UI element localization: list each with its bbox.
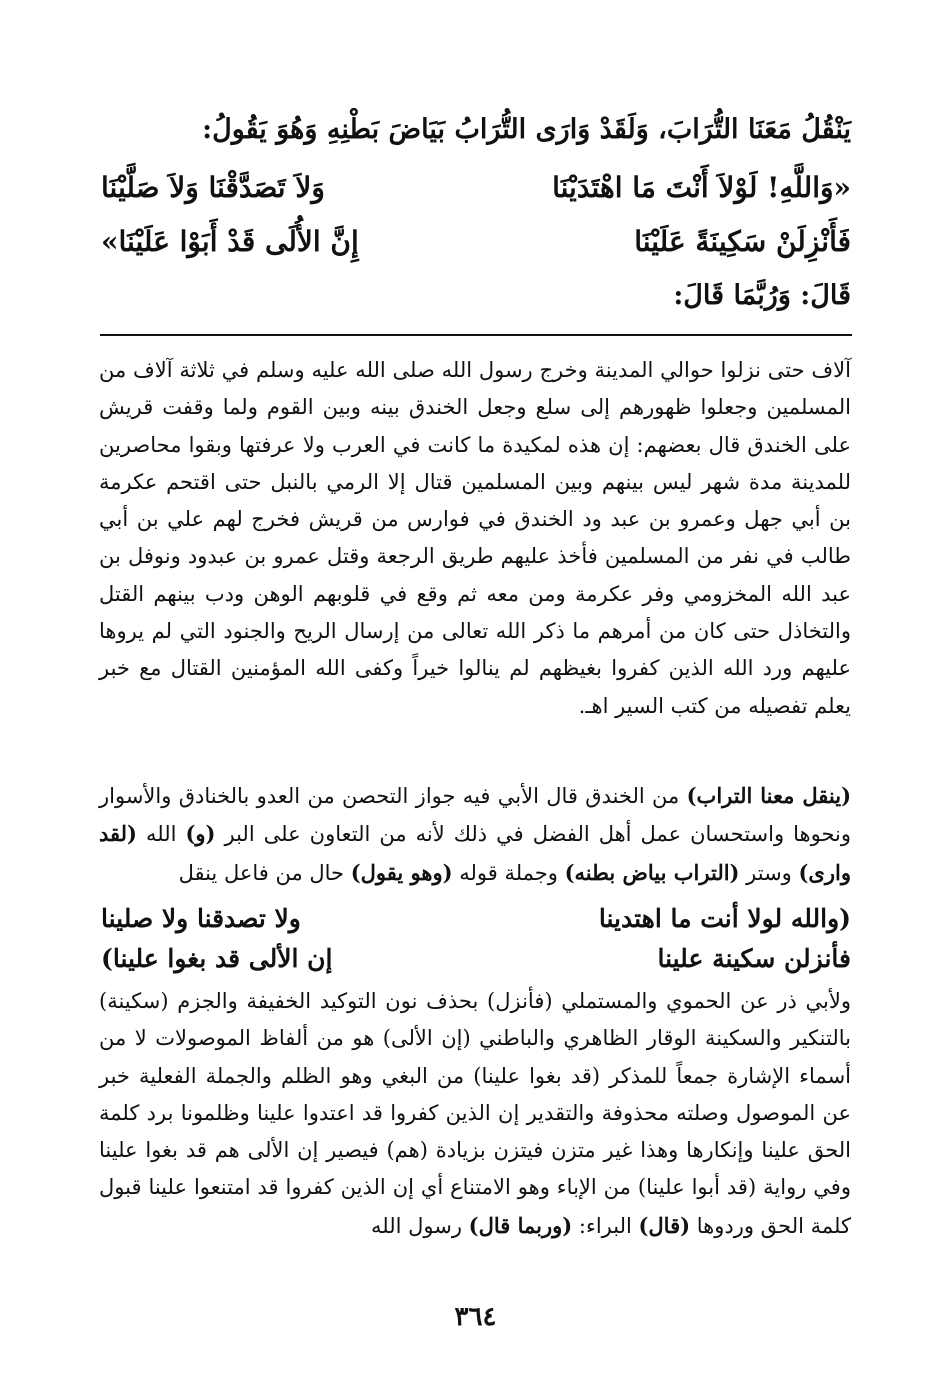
commentary-span: الله xyxy=(136,822,186,847)
quoted-phrase: (وهو يقول) xyxy=(350,859,453,885)
commentary-paragraph-1 xyxy=(99,352,851,725)
section-divider xyxy=(100,334,852,336)
commentary-paragraph-3 xyxy=(99,983,851,1245)
commentary-span: وجملة قوله xyxy=(452,860,565,885)
verse-2-second-hemistich: إِنَّ الأُلَى قَدْ أَبَوْا عَلَيْنَا» xyxy=(101,224,359,258)
verse-1-first-hemistich: «وَاللَّهِ! لَوْلاَ أَنْتَ مَا اهْتَدَيْنَا xyxy=(552,170,851,204)
commentary-verse-line-2 xyxy=(101,938,851,978)
commentary-span: ولأبي ذر عن الحموي والمستملي (فأنزل) بحذف نون التوكيد الخفيفة والجزم (سكينة) بالتنكير والسكينة الوقار الظاهري والباطني (إن الألى) هو من ألفاظ الموصولات لا من أسماء الإشارة جمعاً للمذكر (قد بغوا علينا) من البغي وهو الظلم والجملة الفعلية خبر عن الموصول وصلته محذوفة والتقدير إن الذين كفروا قد اعتدوا علينا وظلمونا برد كلمة الحق علينا وإنكارها وهذا غير متزن فيتزن بزيادة (هم) فيصير إن الألى هم قد بغوا علينا وفي رواية (قد أبوا علينا) من الإباء وهو الامتناع أي إن الذين كفروا قد امتنعوا علينا قبول كلمة الحق وردوها xyxy=(99,989,851,1238)
commentary-text-3 xyxy=(99,983,851,1245)
commentary-verse-1-second: ولا تصدقنا ولا صلينا xyxy=(101,903,301,933)
verse-line-2 xyxy=(101,214,851,268)
commentary-span: حال من فاعل ينقل xyxy=(178,860,351,885)
page-number: ٣٦٤ xyxy=(454,1302,497,1332)
commentary-verses xyxy=(101,898,851,978)
quoted-phrase: (وربما قال) xyxy=(468,1212,573,1238)
commentary-text-1: آلاف حتى نزلوا حوالي المدينة وخرج رسول الله صلى الله عليه وسلم في ثلاثة آلاف من المسلمين وجعلوا ظهورهم إلى سلع وجعل الخندق بينه وبين القوم ولما وقفت قريش على الخندق قال بعضهم: إن هذه لمكيدة ما كانت في العرب ولا عرفتها وبقوا محاصرين للمدينة مدة شهر ليس بينهم وبين المسلمين قتال إلا الرمي بالنبل حتى اقتحم عكرمة بن أبي جهل وعمرو بن عبد ود الخندق في فوارس من قريش فخرج لهم علي بن أبي طالب في نفر من المسلمين فأخذ عليهم طريق الرجعة وقتل عمرو بن عبدود ونوفل بن عبد الله المخزومي وفر عكرمة ومن معه ثم وقع في قلوبهم الوهن ودب بينهم القتل والتخاذل حتى كان من أمرهم ما ذكر الله تعالى من إرسال الريح والجنود التي لم يروها عليهم ورد الله الذين كفروا بغيظهم لم ينالوا خيراً وكفى الله المؤمنين القتال مع خبر يعلم تفصيله من كتب السير اهـ. xyxy=(99,358,851,718)
quoted-phrase: (لقد وارى) xyxy=(99,821,851,885)
verse-2-first-hemistich: فَأَنْزِلَنْ سَكِينَةً عَلَيْنَا xyxy=(634,224,851,258)
commentary-span: البراء: xyxy=(572,1213,639,1238)
commentary-verse-line-1 xyxy=(101,898,851,938)
main-text-line: يَنْقُلُ مَعَنَا التُّرَابَ، وَلَقَدْ وَارَى التُّرَابُ بَيَاضَ بَطْنِهِ وَهُوَ يَقُولُ: xyxy=(202,114,851,145)
main-verses xyxy=(101,160,851,268)
commentary-verse-2-first: فأنزلن سكينة علينا xyxy=(657,943,851,973)
commentary-text-2 xyxy=(99,777,851,892)
commentary-span: وستر xyxy=(739,860,799,885)
quoted-phrase: (و) xyxy=(185,821,216,847)
after-verse-text: قَالَ: وَرُبَّمَا قَالَ: xyxy=(673,280,851,311)
verse-1-second-hemistich: وَلاَ تَصَدَّقْنَا وَلاَ صَلَّيْنَا xyxy=(101,170,325,204)
commentary-span: رسول الله xyxy=(371,1213,469,1238)
commentary-paragraph-2 xyxy=(99,777,851,892)
quoted-phrase: (قال) xyxy=(638,1212,691,1238)
quoted-phrase: (التراب بياض بطنه) xyxy=(564,859,740,885)
verse-line-1 xyxy=(101,160,851,214)
quoted-phrase: (ينقل معنا التراب) xyxy=(686,783,852,808)
commentary-verse-1-first: (والله لولا أنت ما اهتدينا xyxy=(598,903,851,933)
commentary-span: من الخندق قال الأبي فيه جواز التحصن من العدو بالخنادق والأسوار ونحوها واستحسان عمل أهل الفضل في ذلك لأنه من التعاون على البر xyxy=(99,784,852,847)
commentary-verse-2-second: إن الألى قد بغوا علينا) xyxy=(101,943,333,973)
